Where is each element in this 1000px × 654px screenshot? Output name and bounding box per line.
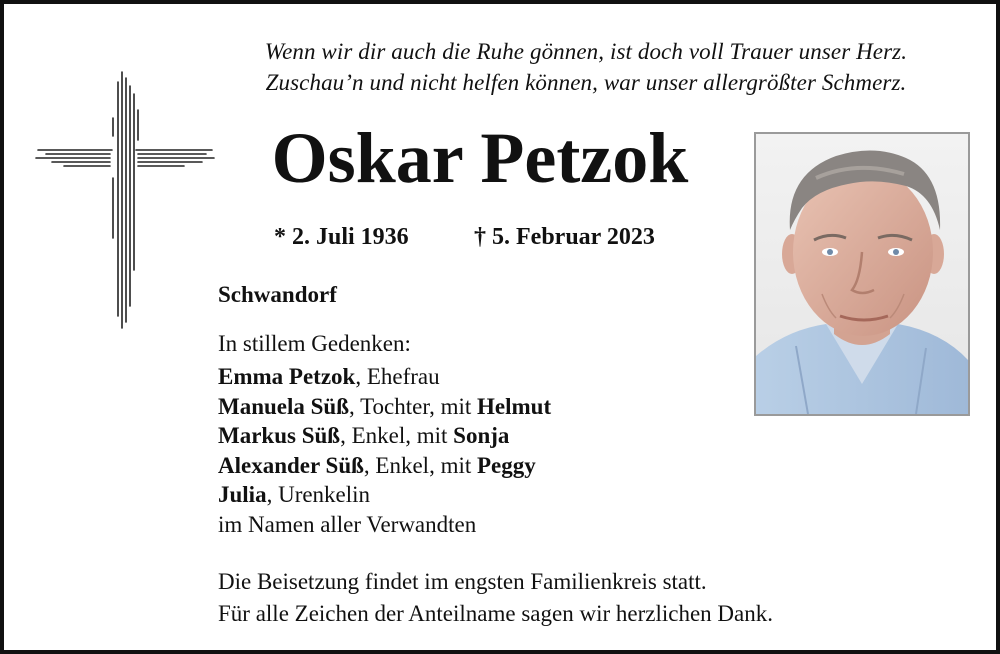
list-item [218, 392, 551, 422]
cross-icon [34, 70, 216, 332]
mourner-relation: , Urenkelin [266, 482, 371, 507]
birth-date: * 2. Juli 1936 [274, 224, 409, 250]
mourner-relation: , Tochter, mit [349, 393, 478, 419]
mourner-name: Alexander Süß [218, 452, 364, 478]
poem-line-2: Zuschau’n und nicht helfen können, war unser allergrößter Schmerz. [265, 70, 907, 95]
portrait-icon [756, 134, 968, 414]
mourners-list [218, 362, 551, 539]
list-item [218, 451, 551, 481]
list-item [218, 362, 551, 392]
mourner-partner: Sonja [453, 423, 510, 448]
mourner-relation: , Ehefrau [355, 364, 440, 389]
memorial-poem [216, 36, 956, 98]
burial-note: Die Beisetzung findet im engsten Familienkreis statt. [218, 569, 707, 594]
deceased-name: Oskar Petzok [271, 118, 689, 198]
memory-intro: In stillem Gedenken: [218, 331, 411, 356]
mourner-relation: , Enkel, mit [340, 423, 454, 448]
mourner-name: Julia [218, 482, 267, 507]
mourner-partner: Peggy [477, 452, 536, 478]
poem-line-1: Wenn wir dir auch die Ruhe gönnen, ist doch voll Trauer unser Herz. [264, 39, 908, 64]
mourner-relation: , Enkel, mit [363, 452, 477, 478]
list-item [218, 421, 551, 451]
hometown: Schwandorf [218, 282, 337, 307]
mourner-name: Emma Petzok [218, 364, 356, 389]
mourner-partner: Helmut [477, 393, 552, 419]
thanks-note: Für alle Zeichen der Anteilname sagen wir herzlichen Dank. [218, 601, 773, 626]
list-item [218, 480, 551, 510]
death-date: † 5. Februar 2023 [474, 224, 655, 250]
mourner-name: Markus Süß [218, 423, 341, 448]
portrait-photo [754, 132, 970, 416]
relatives-line: im Namen aller Verwandten [218, 511, 477, 537]
closing-text [218, 566, 773, 630]
mourner-name: Manuela Süß [218, 393, 350, 419]
